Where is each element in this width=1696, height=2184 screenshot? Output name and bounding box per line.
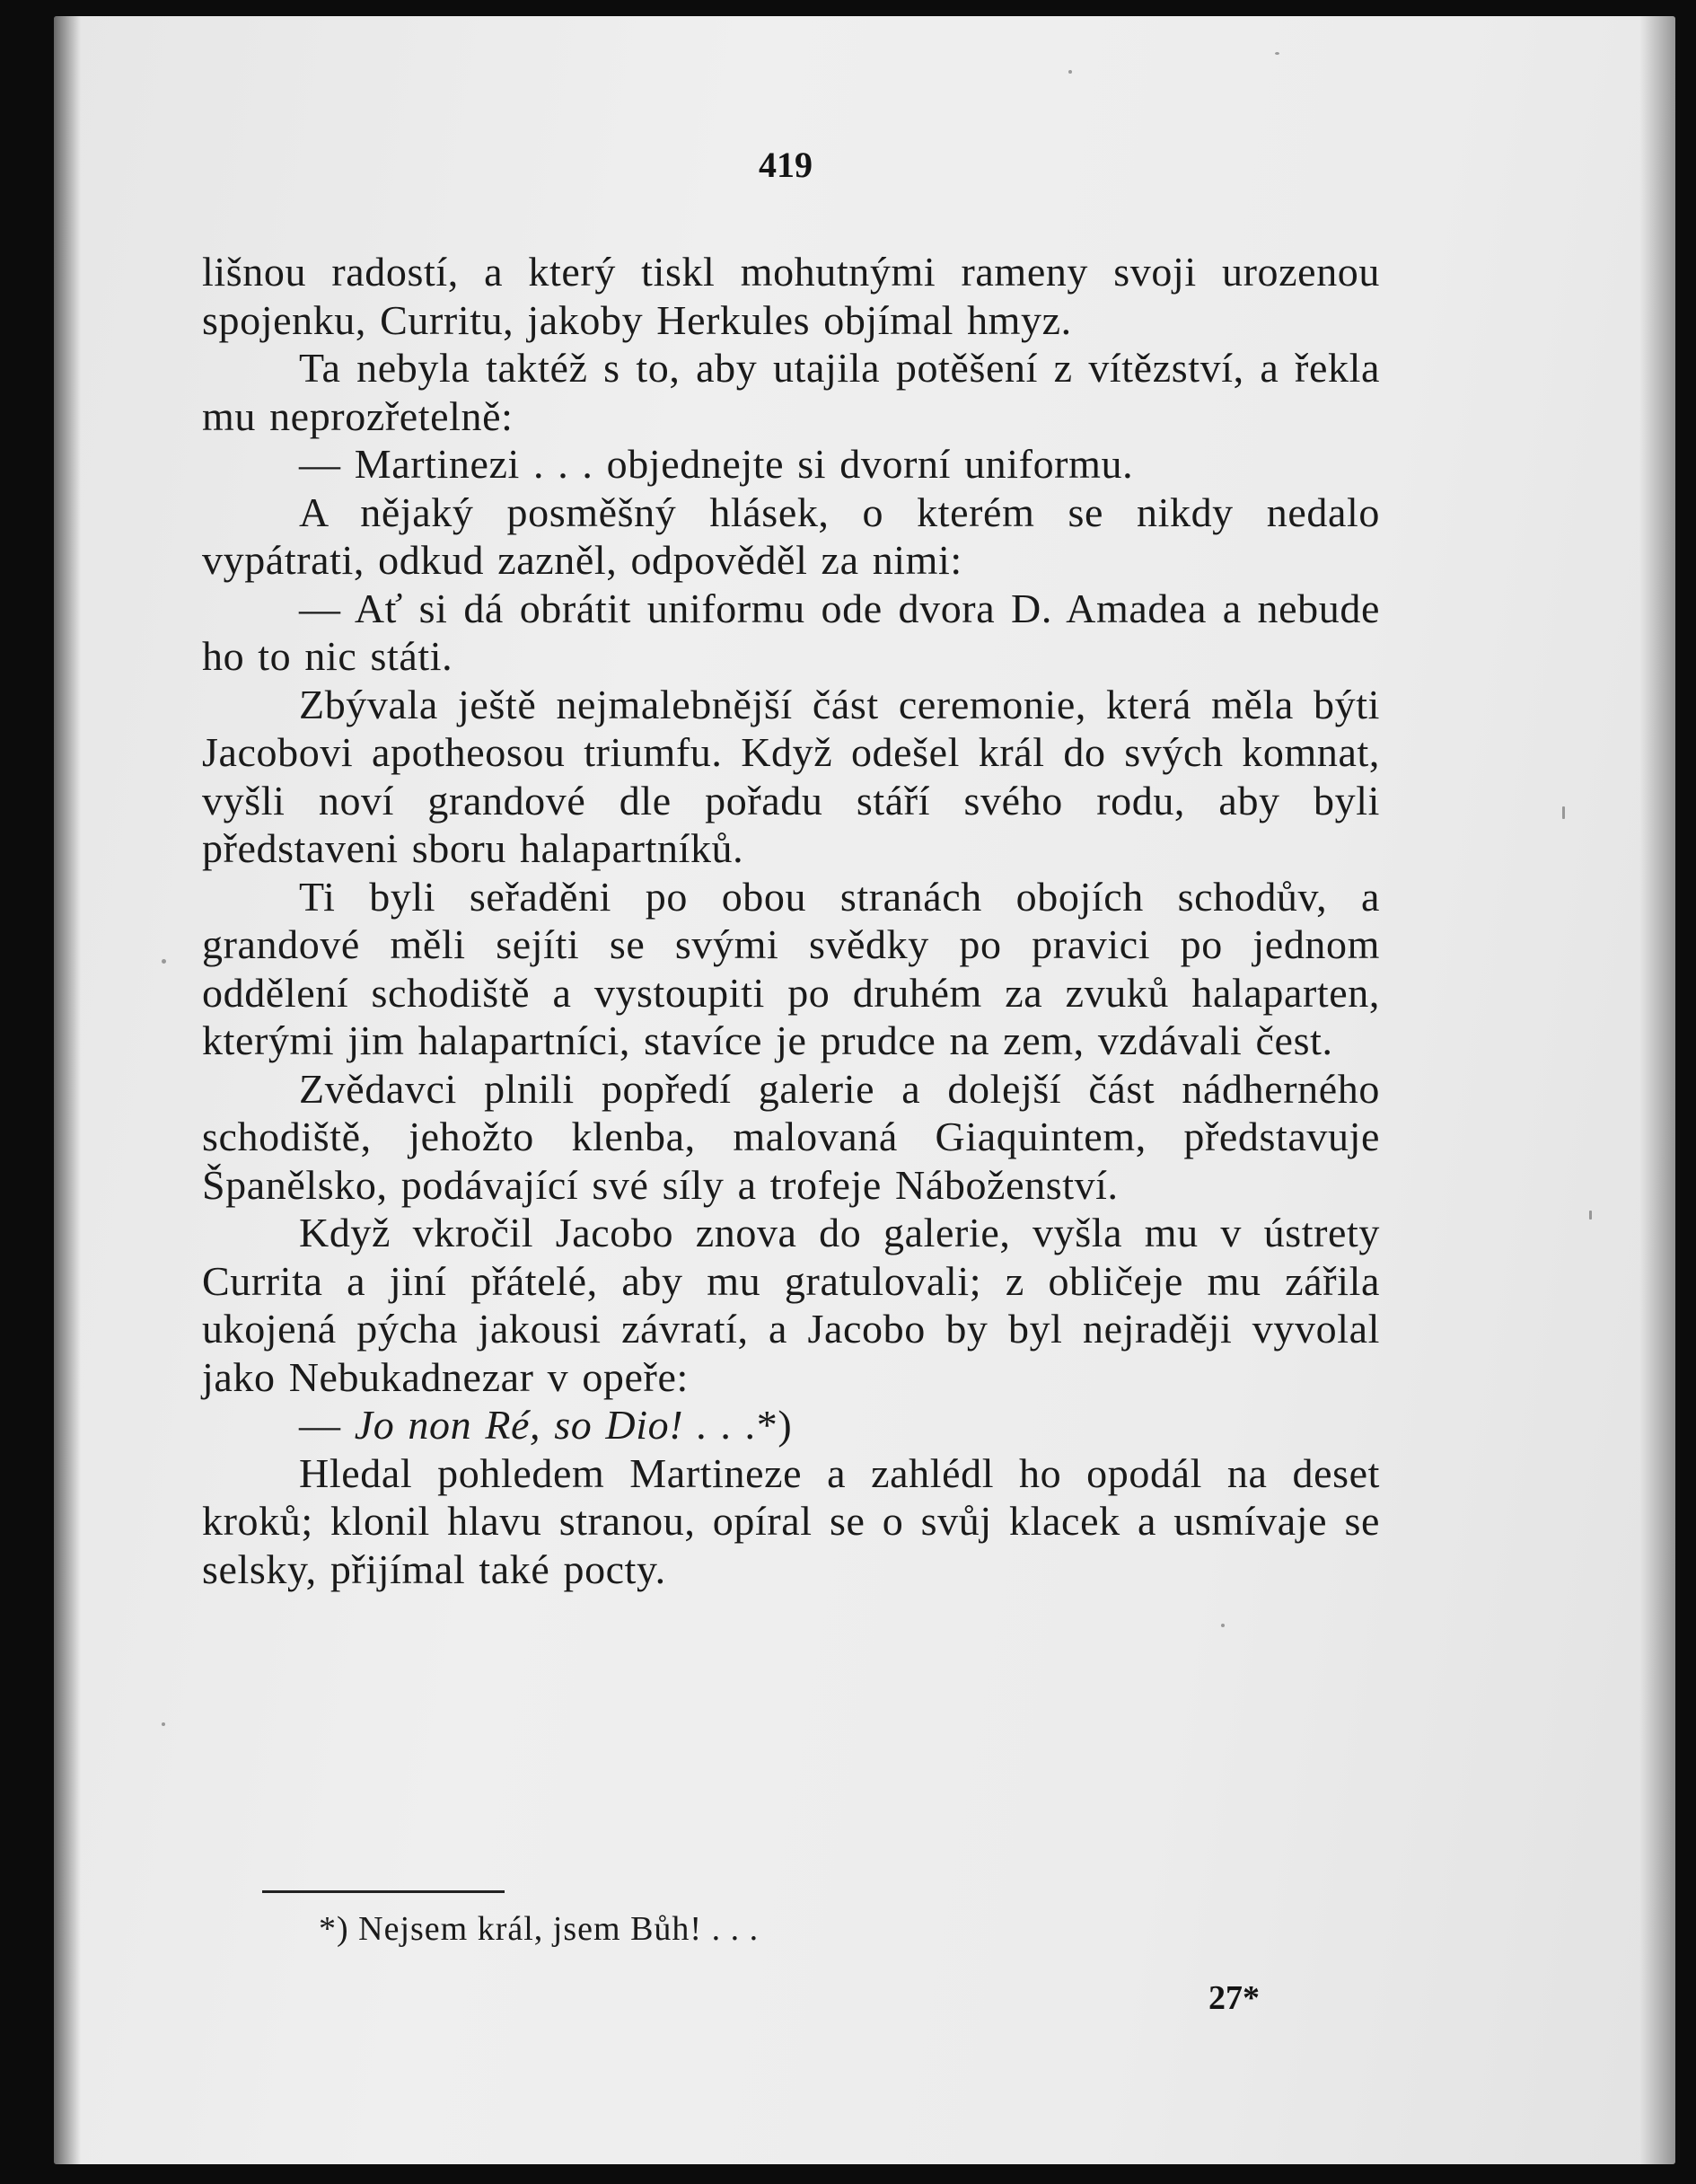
book-page bbox=[54, 16, 1675, 2164]
paper-speck bbox=[1068, 70, 1072, 74]
paper-speck bbox=[1275, 52, 1279, 55]
paragraph: Když vkročil Jacobo znova do galerie, vyšla mu v ústrety Currita a jiní přátelé, aby mu gratulovali; z obličeje mu zářila ukojená pýcha jakousi závratí, a Jacobo by byl nejraději vyvolal jako Nebukadnezar v opeře: bbox=[202, 1210, 1380, 1400]
paragraph: A nějaký posměšný hlásek, o kterém se nikdy nedalo vypátrati, odkud zazněl, odpověděl za nimi: bbox=[202, 489, 1380, 583]
paper-speck bbox=[162, 1722, 165, 1726]
dialog-line: — Martinezi . . . objednejte si dvorní uniformu. bbox=[299, 441, 1134, 487]
paragraph: Hledal pohledem Martineze a zahlédl ho opodál na deset kroků; klonil hlavu stranou, opíral se o svůj klacek a usmívaje se selsky, přijímal také pocty. bbox=[202, 1449, 1380, 1592]
paragraph: lišnou radostí, a který tiskl mohutnými rameny svoji urozenou spojenku, Curritu, jakoby Herkules objímal hmyz. bbox=[202, 249, 1380, 343]
footnote-rule bbox=[262, 1890, 505, 1893]
paper-speck bbox=[1589, 1211, 1592, 1220]
quote-dash: — bbox=[299, 1402, 355, 1448]
quote-line bbox=[202, 1401, 1380, 1449]
italic-quote: Jo non Ré, so Dio! . . . bbox=[354, 1402, 757, 1448]
paragraph: Zbývala ještě nejmalebnější část ceremonie, která měla býti Jacobovi apotheosou triumfu. Když odešel král do svých komnat, vyšli noví grandové dle pořadu stáří svého rodu, aby byli představeni sboru halapartníků. bbox=[202, 681, 1380, 871]
paragraph: Ti byli seřaděni po obou stranách obojích schodův, a grandové měli sejíti se svými svědky po pravici po jednom oddělení schodiště a vystoupiti po druhém za zvuků halaparten, kterými jim halapartníci, stavíce je prudce na zem, vzdávali čest. bbox=[202, 873, 1380, 1063]
footnote: *) Nejsem král, jsem Bůh! . . . bbox=[319, 1910, 760, 1948]
paper-speck bbox=[1562, 806, 1565, 819]
page-number: 419 bbox=[759, 145, 813, 185]
paper-speck bbox=[162, 959, 166, 964]
paper-speck bbox=[1221, 1624, 1225, 1627]
paragraph: Ta nebyla taktéž s to, aby utajila potěšení z vítězství, a řekla mu neprozřetelně: bbox=[202, 345, 1380, 439]
footnote-marker: *) bbox=[756, 1402, 793, 1448]
body-text bbox=[202, 248, 1380, 1593]
paragraph: Zvědavci plnili popředí galerie a dolejší část nádherného schodiště, jehožto klenba, malovaná Giaquintem, představuje Španělsko, podávající své síly a trofeje Náboženství. bbox=[202, 1065, 1380, 1208]
dialog-line: — Ať si dá obrátit uniformu ode dvora D. Amadea a nebude ho to nic státi. bbox=[202, 585, 1380, 679]
signature-mark: 27* bbox=[1208, 1979, 1260, 2017]
